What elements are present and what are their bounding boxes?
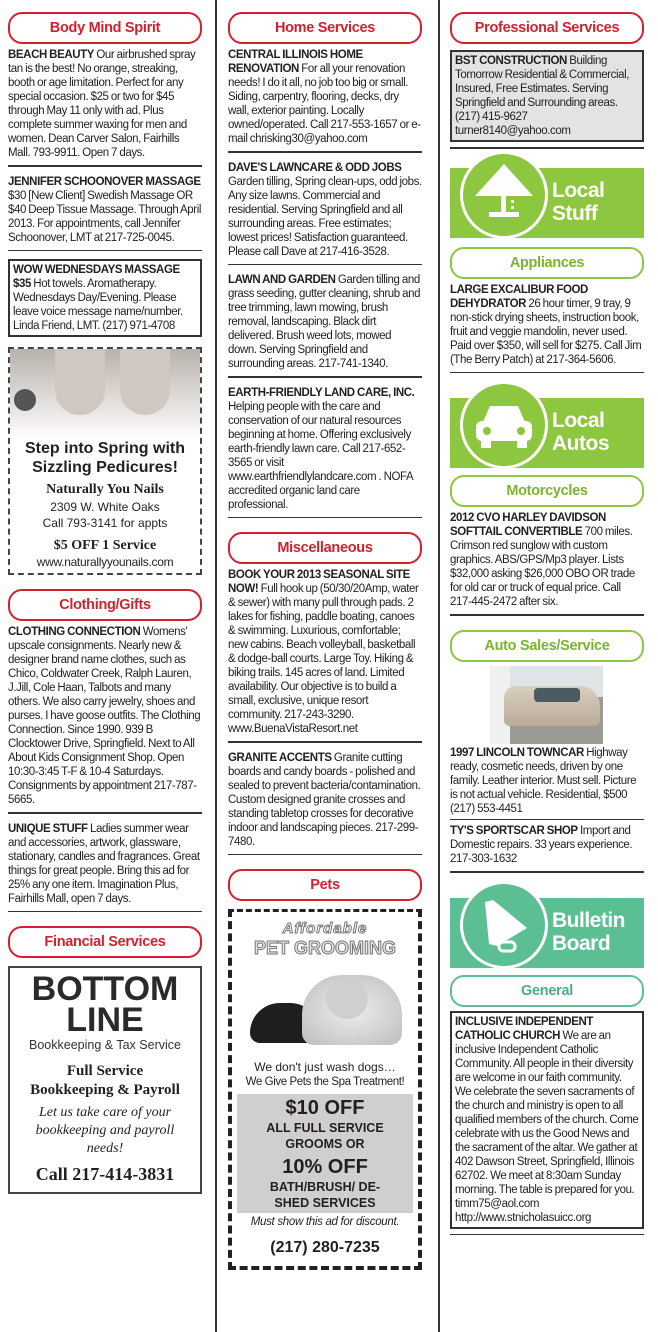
section-header-clothing-gifts: Clothing/Gifts: [8, 589, 202, 621]
classified-ad: [228, 751, 422, 849]
column-divider: [215, 0, 217, 1332]
classified-ad: [8, 822, 202, 906]
divider: [450, 372, 644, 374]
offer-2: 10% OFF: [282, 1156, 368, 1178]
ad-body: Ladies summer wear and accessories, artwork, glassware, stationary, candles and fragrances. Great things for great people. Bring this ad for 25% any one item. Imagination Plus, Fairhills Mall, open 7 days.: [8, 822, 200, 905]
classified-ad: [450, 283, 644, 367]
website-link[interactable]: www.naturallyyounails.com: [36, 555, 174, 569]
classified-ad: [8, 48, 202, 160]
boxed-ad: [450, 1011, 644, 1229]
ad-body: Import and Domestic repairs. 33 years experience. 217-303-1632: [450, 825, 633, 865]
divider: [8, 165, 202, 167]
ad-body: Helping people with the care and conservation of our natural resources beginning at home. Offering exclusively earth-friendly lawn care. Call 217-652-3565 or visit www.earthfriendlylandcare.com . NOFA accredited organic land care professional.: [228, 400, 413, 511]
divider: [8, 812, 202, 814]
car-icon: [460, 381, 548, 469]
pedicure-headline: Step into Spring with Sizzling Pedicures!: [25, 440, 185, 476]
section-header-home-services: Home Services: [228, 12, 422, 44]
classified-ad: [450, 746, 644, 816]
classified-ad: [228, 568, 422, 736]
ad-title: EARTH-FRIENDLY LAND CARE, INC.: [228, 386, 415, 399]
phone: (217) 280-7235: [270, 1239, 380, 1256]
section-header-professional-services: Professional Services: [450, 12, 644, 44]
divider: [450, 871, 644, 873]
pitch: Let us take care of your bookkeeping and payroll needs!: [35, 1105, 175, 1156]
divider: [228, 264, 422, 266]
ad-title: DAVE'S LAWNCARE & ODD JOBS: [228, 161, 402, 174]
divider: [228, 517, 422, 519]
ad-body: Womens' upscale consignments. Nearly new & designer brand name clothes, such as Chico, Coldwater Creek, Ralph Lauren, J.Jill, Cole Haan, Talbots and many others. We also carry jewelry, shoes and purses. I have goose outfits. The Clothing Connection. Since 1990. 939 B Clocktower Drive, Springfield. Next to All About Kids Consignment Shop. Open 10:30-3:45 T-F & 10-4 Saturdays. Consignments by appointment 217-787-5665.: [8, 626, 201, 806]
bulletin-board-banner: [450, 881, 644, 967]
offer-1-detail: ALL FULL SERVICE GROOMS OR: [266, 1121, 384, 1151]
tagline: Bookkeeping & Tax Service: [29, 1038, 181, 1052]
ad-title: 1997 LINCOLN TOWNCAR: [450, 746, 584, 759]
classified-ad: [228, 273, 422, 371]
pet-logo-bottom: PET GROOMING: [253, 938, 396, 958]
divider: [450, 1234, 644, 1236]
coupon-box: [237, 1094, 413, 1213]
local-stuff-banner: [450, 151, 644, 237]
pet-line-2: We Give Pets the Spa Treatment!: [245, 1076, 405, 1088]
bottom-line-ad: [8, 966, 202, 1194]
column-divider: [438, 0, 440, 1332]
pet-logo-top: Affordable: [282, 920, 368, 937]
full-service: Full Service: [66, 1063, 144, 1079]
megaphone-icon: [460, 881, 548, 969]
local-autos-banner: [450, 381, 644, 467]
ad-title: BOOK YOUR 2013 SEASONAL SITE NOW!: [228, 569, 410, 595]
banner-label: Bulletin Board: [552, 908, 625, 955]
banner-label: Local Autos: [552, 409, 609, 455]
classified-ad: [228, 48, 422, 146]
ad-body: Full hook up (50/30/20Amp, water & sewer) with many pull through pads. 2 lakes for fishing, paddle boating, canoes & swimming. Luxurious, comfortable; new cabins. Beach volleyball, basketball & dodge-ball courts. Large Toy. Hiking & biking trails. 145 acres of land. Limited availability. Our objective is to build a small, exclusive, unique resort community. 217-243-3290. www.BuenaVistaResort.net: [228, 583, 419, 735]
ad-body: We are an inclusive Independent Catholic Community. All people in their diversity are welcome in our faith community. We celebrate the seven sacraments of the church and ministry is open to all qualified members of the church. Come celebrate with us the Good News and the sacrament of the altar. We gather at 402 Dawson Street, Springfield, Illinois 62702. We meet at 8:30am Sunday morning. The table is prepared for you. timm75@aol.com http://www.stnicholasuicc.org: [455, 1029, 639, 1224]
divider: [228, 151, 422, 153]
section-header-motorcycles: Motorcycles: [450, 475, 644, 507]
offer-1: $10 OFF: [285, 1097, 365, 1119]
ad-body: Garden tilling and grass seeding, gutter cleaning, shrub and tree trimming, lawn mowing, brush removal, landscaping. Black dirt delivered. Brush weed lots, mowed down. Serving Springfield and surrounding areas. 217-741-1340.: [228, 274, 421, 370]
ad-body: Garden tilling, Spring clean-ups, odd jobs. Any size lawns. Commercial and residential. Serving Springfield and all surrounding areas. Free estimates; lowest prices! Satisfaction guaranteed. Please call Dave at 217-416-3528.: [228, 175, 422, 258]
ad-body: 700 miles. Crimson red sunglow with custom graphics. ABS/GPS/Mp3 player. Lists $32,000 asking $26,000 OBO OR trade for old car or truck of equal price. Call 217-445-2472 after six.: [450, 526, 635, 608]
ad-title: GRANITE ACCENTS: [228, 751, 332, 764]
bottom-line-logo: BOTTOM LINE: [31, 970, 179, 1039]
phone: Call 793-3141 for appts: [42, 516, 168, 530]
ad-body: Building Tomorrow Residential & Commercial, Insured, Free Estimates. Serving Springfield and Surrounding areas. (217) 415-9627 turner8140@yahoo.com: [455, 55, 630, 137]
phone: Call 217-414-3831: [35, 1164, 175, 1184]
feet-photo: [10, 349, 200, 439]
ad-title: BST CONSTRUCTION: [455, 55, 567, 67]
pets-photo: [232, 965, 418, 1055]
ad-body: Hot towels. Aromatherapy. Wednesdays Day/Evening. Please leave voice message name/number. Linda Friend, LMT. (217) 971-4708: [13, 278, 183, 332]
divider: [228, 741, 422, 743]
ad-title: CENTRAL ILLINOIS HOME RENOVATION: [228, 49, 363, 75]
column-3: [450, 0, 644, 1243]
banner-label: Local Stuff: [552, 178, 605, 225]
business-name: Naturally You Nails: [46, 482, 164, 497]
ad-body: $30 [New Client] Swedish Massage OR $40 Deep Tissue Massage. Through April 2013. For appointments, call Jennifer Schoonover, LMT at 217-725-0045.: [8, 189, 202, 244]
divider: [450, 819, 644, 821]
section-header-auto-sales-service: Auto Sales/Service: [450, 630, 644, 662]
section-header-pets: Pets: [228, 869, 422, 901]
pedicure-ad: [8, 347, 202, 575]
column-2: [228, 0, 422, 1270]
boxed-ad: [450, 50, 644, 142]
divider: [450, 147, 644, 149]
section-header-appliances: Appliances: [450, 247, 644, 279]
classified-ad: [8, 625, 202, 807]
ad-body: For all your renovation needs! I do it all, no job too big or small. Siding, carpentry, flooring, decks, dry wall, exterior painting. Locally owned/operated. Call 217-553-1657 or e-mail chrisking30@yahoo.com: [228, 63, 421, 145]
ad-body: Granite cutting boards and candy boards - polished and sealed to prevent bacteria/contamination. Custom designed granite crosses and standing tabletop crosses for decorative indoor and landscaping pieces. 217-299-7480.: [228, 751, 421, 848]
section-header-financial-services: Financial Services: [8, 926, 202, 958]
ad-title: UNIQUE STUFF: [8, 822, 88, 835]
ad-title: JENNIFER SCHOONOVER MASSAGE: [8, 175, 201, 188]
section-header-miscellaneous: Miscellaneous: [228, 532, 422, 564]
classified-ad: [450, 511, 644, 609]
section-header-body-mind-spirit: Body Mind Spirit: [8, 12, 202, 44]
divider: [450, 614, 644, 616]
classified-ad: [8, 175, 202, 245]
pet-line-1: We don't just wash dogs…: [254, 1060, 396, 1074]
classified-ad: [228, 386, 422, 512]
offer: $5 OFF 1 Service: [53, 538, 157, 553]
ad-title: TY'S SPORTSCAR SHOP: [450, 825, 578, 837]
classified-ad: [450, 824, 644, 866]
ad-body: Highway ready, cosmetic needs, driven by one family. Leather interior. Must sell. Picture is not actual vehicle. Residential, $500 (217) 553-4451: [450, 746, 637, 815]
ad-title: BEACH BEAUTY: [8, 49, 95, 61]
ad-title: LAWN AND GARDEN: [228, 274, 336, 286]
column-1: [8, 0, 202, 1194]
divider: [228, 854, 422, 856]
divider: [8, 250, 202, 252]
ad-title: CLOTHING CONNECTION: [8, 626, 141, 638]
divider: [8, 911, 202, 913]
ad-title: 2012 CVO HARLEY DAVIDSON SOFTTAIL CONVERTIBLE: [450, 512, 606, 538]
address: 2309 W. White Oaks: [50, 500, 160, 514]
pet-grooming-ad: [228, 909, 422, 1270]
discount-note: Must show this ad for discount.: [250, 1216, 400, 1228]
ad-title: INCLUSIVE INDEPENDENT CATHOLIC CHURCH: [455, 1015, 594, 1042]
ad-body: Our airbrushed spray tan is the best! No orange, streaking, booth or age limitation. Perfect for any special occasion. $25 or two for $45 through May 11 only with ad. Plus complete summer waxing for men and women. Dean Carver Salon, Fairhills Mall. 793-9911. Open 7 days.: [8, 49, 196, 159]
boxed-ad: [8, 259, 202, 337]
bookkeeping-payroll: Bookkeeping & Payroll: [30, 1082, 180, 1098]
divider: [228, 376, 422, 378]
ad-title: LARGE EXCALIBUR FOOD DEHYDRATOR: [450, 283, 588, 310]
classified-ad: [228, 161, 422, 259]
car-photo: [490, 666, 603, 744]
lamp-icon: [460, 151, 548, 239]
section-header-general: General: [450, 975, 644, 1007]
ad-title: WOW WEDNESDAYS MASSAGE $35: [13, 264, 180, 290]
offer-2-detail: BATH/BRUSH/ DE-SHED SERVICES: [269, 1180, 381, 1210]
ad-body: 26 hour timer, 9 tray, 9 non-stick drying sheets, instruction book, fruit and veggie mandolin, never used. Paid over $350, will sell for $275. Call Jim (The Berry Patch) at 217-364-5606.: [450, 297, 642, 366]
